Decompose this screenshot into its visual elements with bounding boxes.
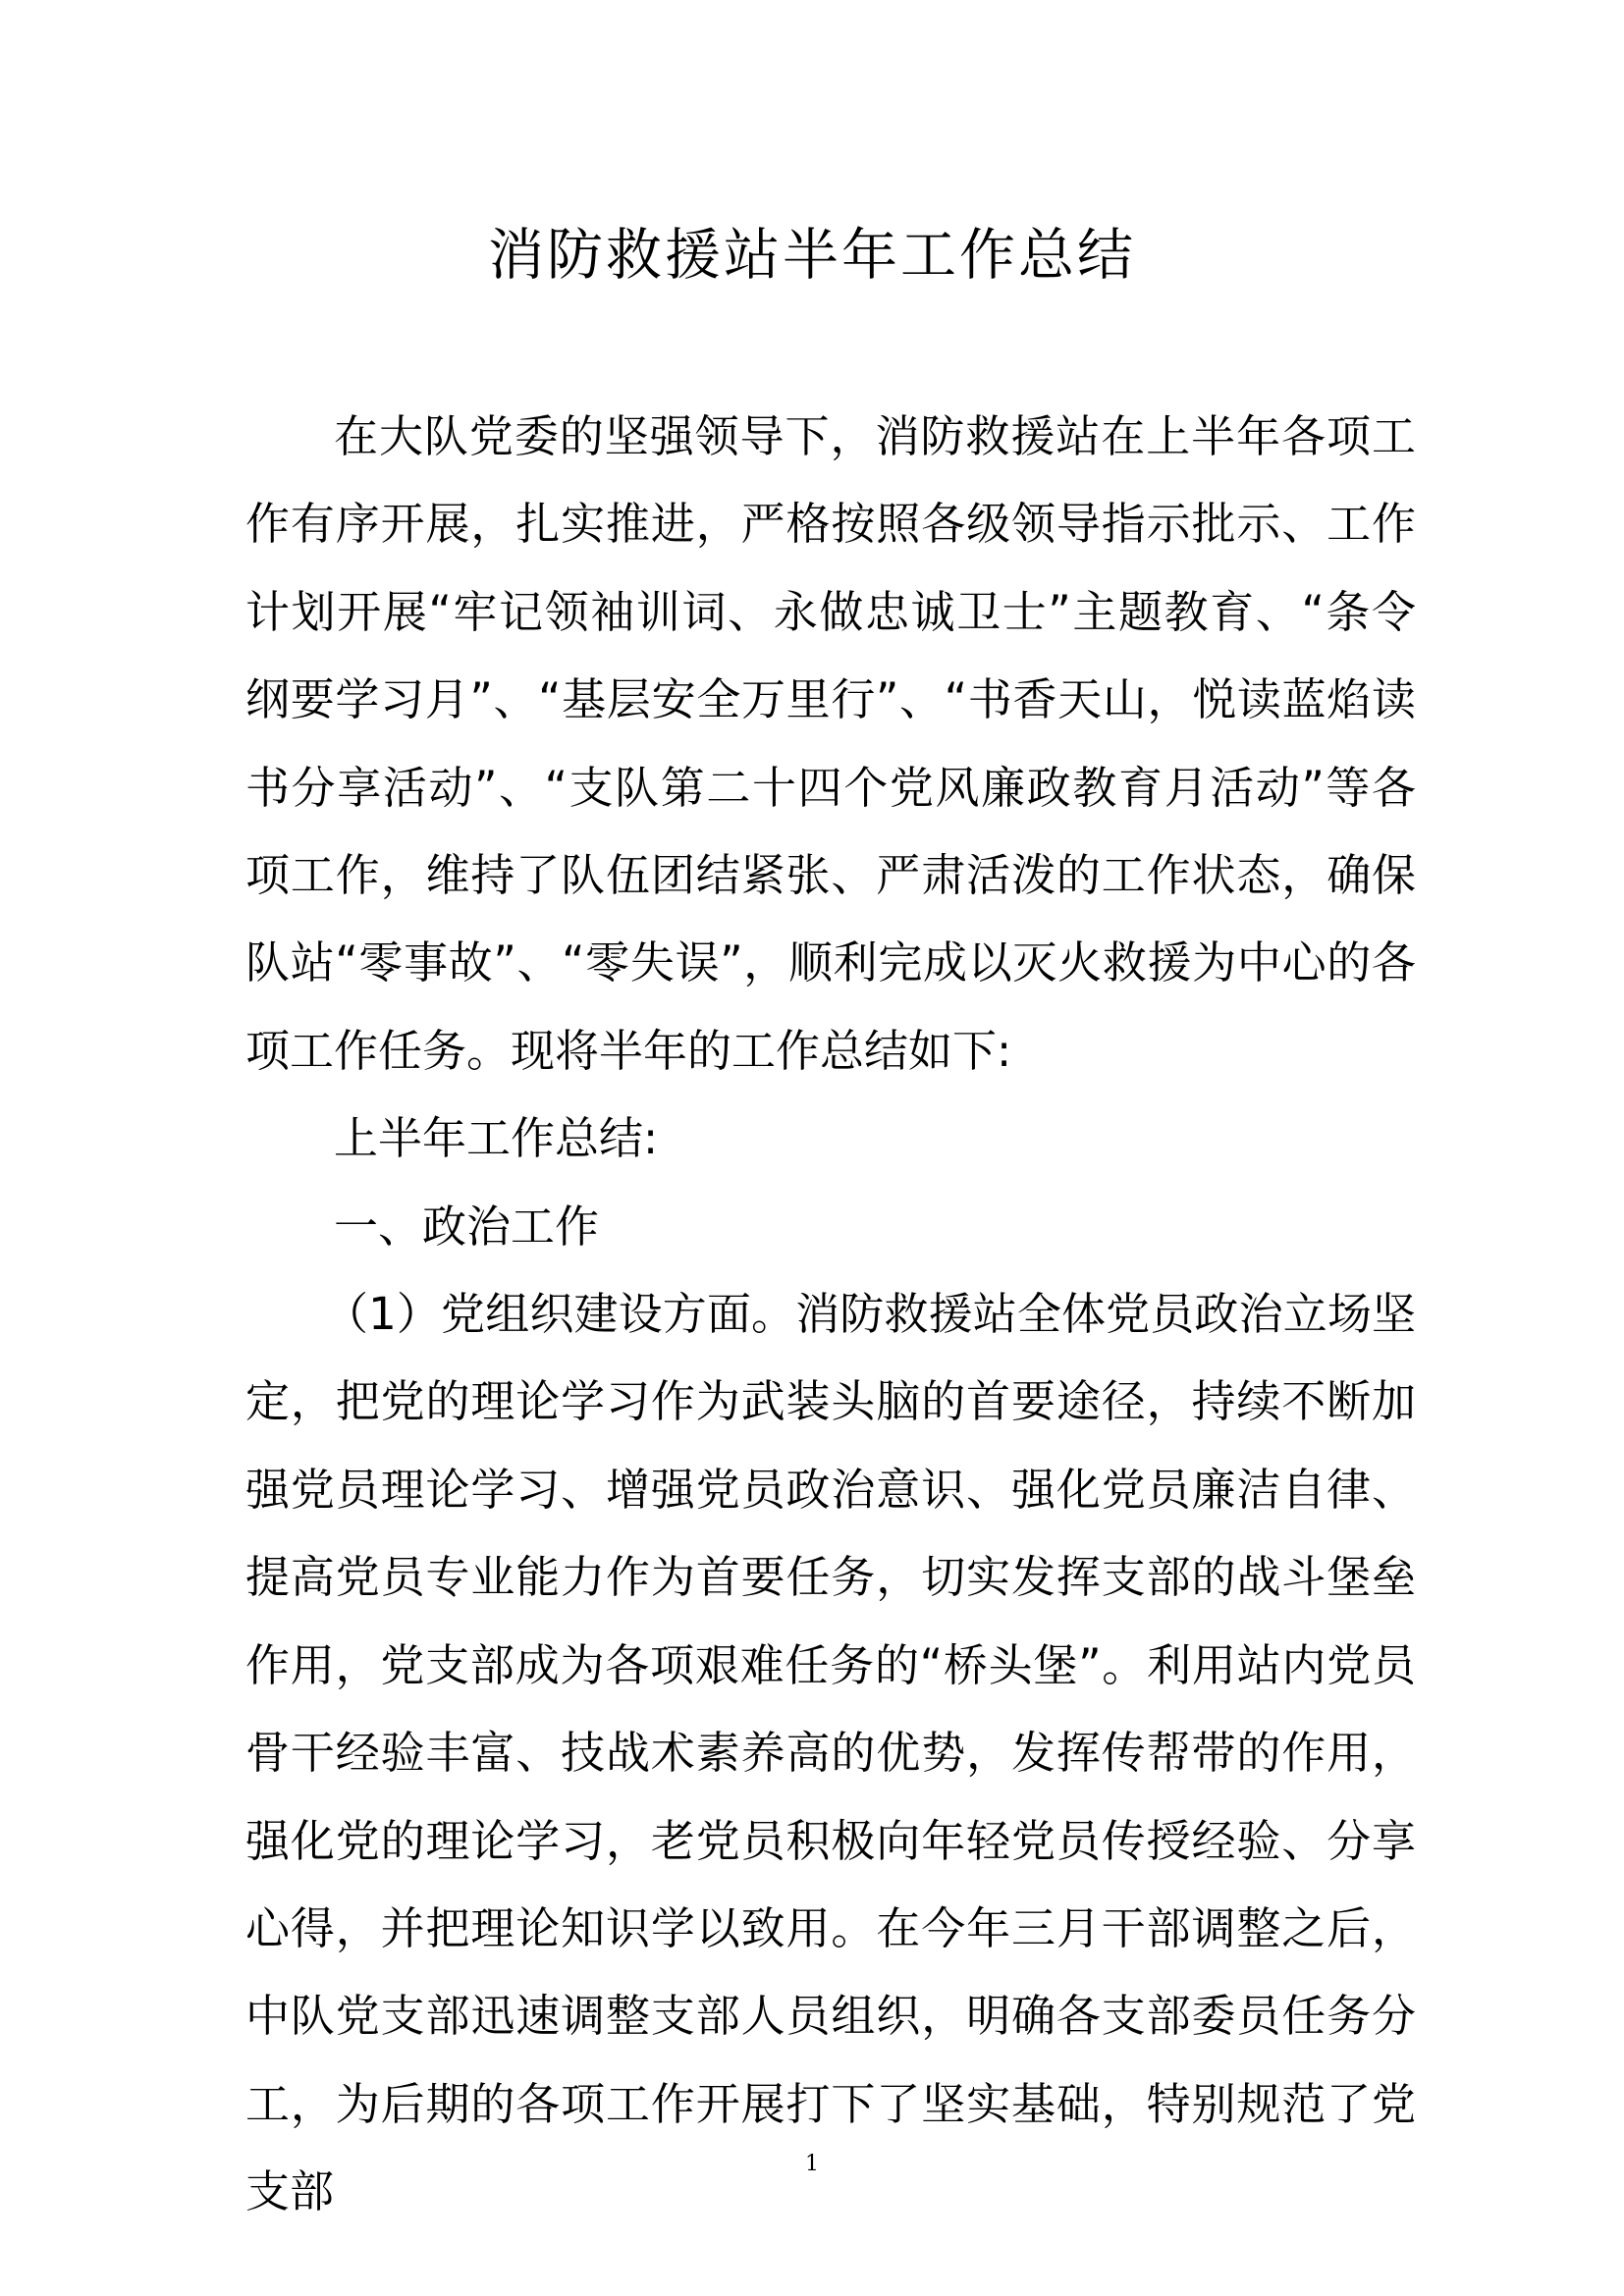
document-body: [245, 393, 1416, 2236]
section-heading-political-work: 一、政治工作: [334, 1200, 600, 1253]
intro-paragraph: 在大队党委的坚强领导下，消防救援站在上半年各项工作有序开展，扎实推进，严格按照各级领导指示批示、工作计划开展“牢记领袖训词、永做忠诚卫士”主题教育、“条令纲要学习月”、“基层安全万里行”、“书香天山，悦读蓝焰读书分享活动”、“支队第二十四个党风廉政教育月活动”等各项工作，维持了队伍团结紧张、严肃活泼的工作状态，确保队站“零事故”、“零失误”，顺利完成以灭火救援为中心的各项工作任务。现将半年的工作总结如下:: [245, 410, 1416, 1077]
party-organization-paragraph: （1）党组织建设方面。消防救援站全体党员政治立场坚定，把党的理论学习作为武装头脑的首要途径，持续不断加强党员理论学习、增强党员政治意识、强化党员廉洁自律、提高党员专业能力作为首要任务，切实发挥支部的战斗堡垒作用，党支部成为各项艰难任务的“桥头堡”。利用站内党员骨干经验丰富、技战术素养高的优势，发挥传帮带的作用，强化党的理论学习，老党员积极向年轻党员传授经验、分享心得，并把理论知识学以致用。在今年三月干部调整之后，中队党支部迅速调整支部人员组织，明确各支部委员任务分工，为后期的各项工作开展打下了坚实基础，特别规范了党支部: [245, 1288, 1416, 2218]
page-title: 消防救援站半年工作总结: [488, 223, 1136, 288]
section-heading-summary: 上半年工作总结:: [334, 1112, 659, 1165]
page-number: 1: [805, 2152, 819, 2176]
